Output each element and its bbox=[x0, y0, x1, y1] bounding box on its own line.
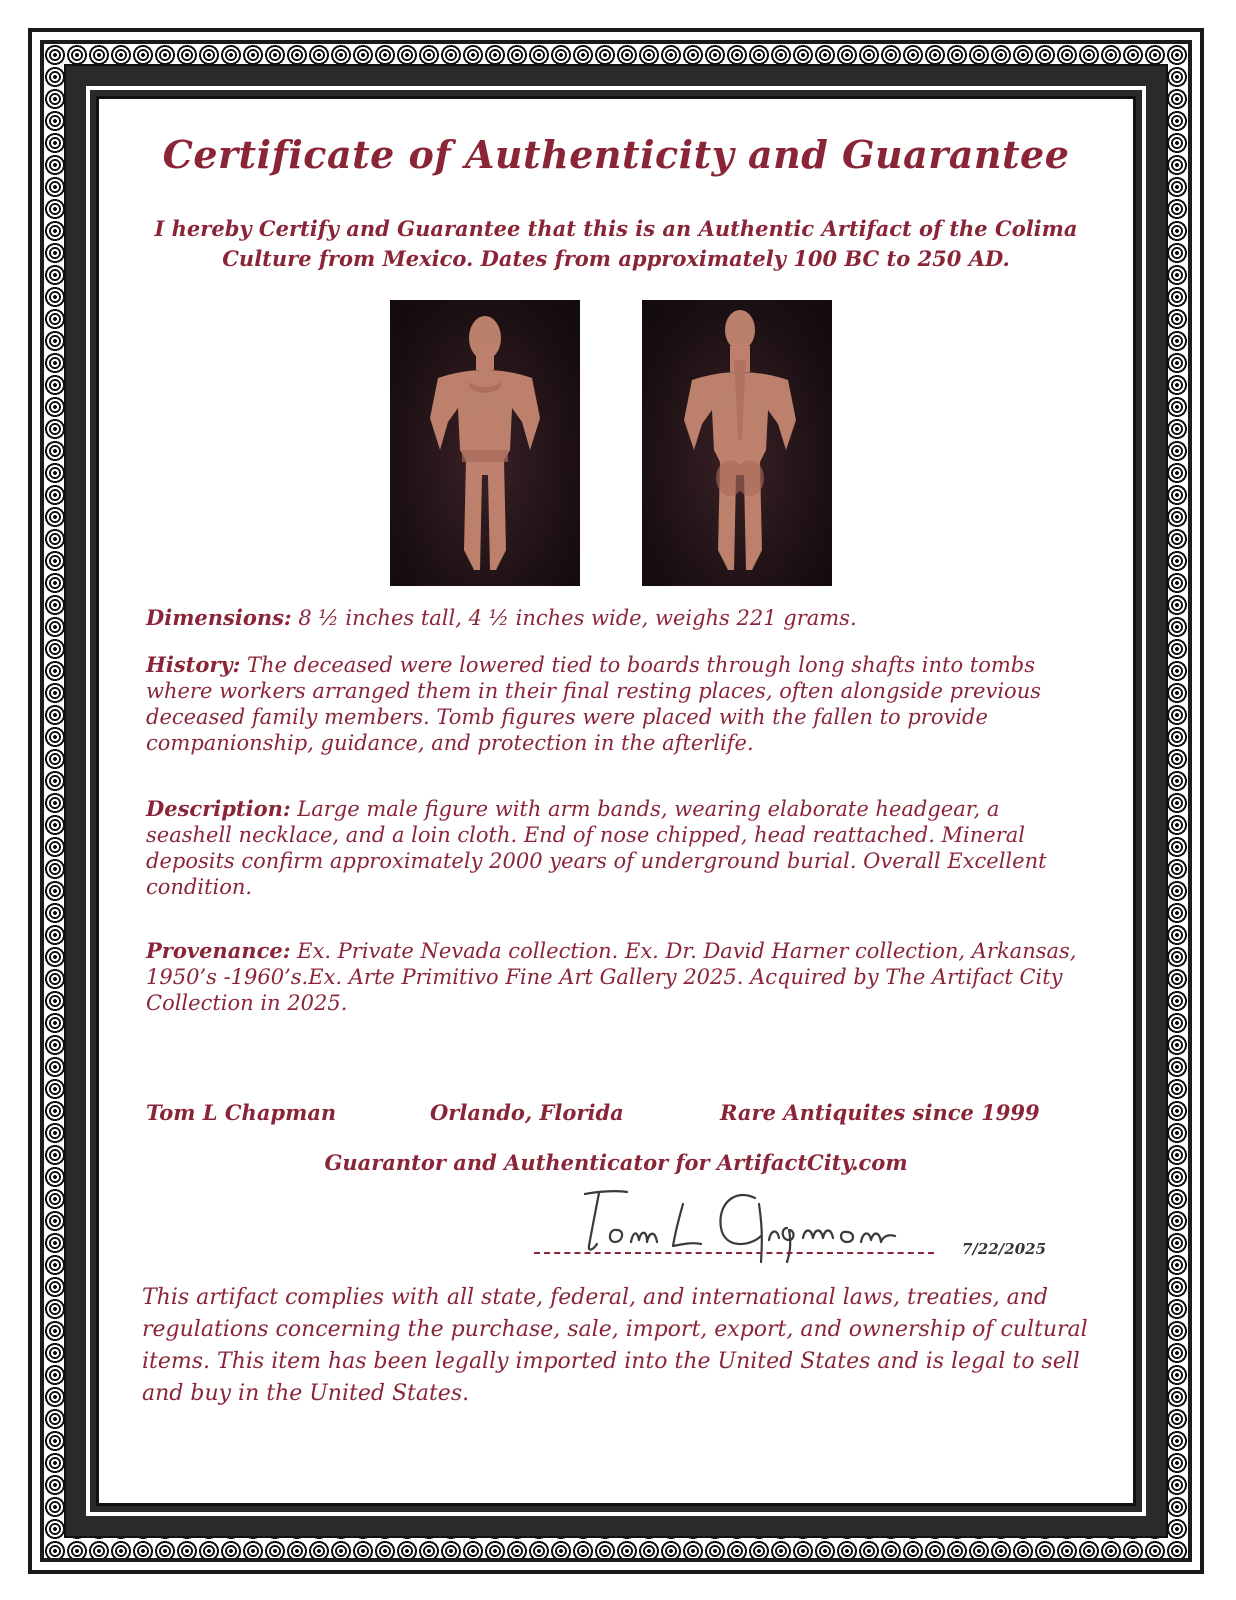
figure-front-illustration bbox=[390, 300, 580, 586]
certificate-title: Certificate of Authenticity and Guarantee bbox=[162, 132, 1070, 177]
signer-location: Orlando, Florida bbox=[430, 1100, 624, 1125]
provenance-label: Provenance: bbox=[146, 938, 291, 963]
dimensions-text: 8 ½ inches tall, 4 ½ inches wide, weighs 221 grams. bbox=[291, 606, 857, 630]
signature-line bbox=[534, 1252, 934, 1254]
provenance-text: Ex. Private Nevada collection. Ex. Dr. David Harner collection, Arkansas, 1950’s -1960’s.Ex. Arte Primitivo Fine Art Gallery 2025. Acquired by The Artifact City Collection in 2025. bbox=[146, 939, 1077, 1015]
history-paragraph bbox=[146, 652, 1086, 756]
artifact-front-photo bbox=[390, 300, 580, 586]
guarantor-line: Guarantor and Authenticator for ArtifactCity.com bbox=[324, 1150, 908, 1175]
artifact-back-photo bbox=[642, 300, 832, 586]
description-paragraph bbox=[146, 796, 1086, 900]
history-text: The deceased were lowered tied to boards through long shafts into tombs where workers arranged them in their final resting places, often alongside previous deceased family members. Tomb figures were placed with the fallen to provide companionship, guidance, and protection in the afterlife. bbox=[146, 653, 1042, 755]
dimensions-label: Dimensions: bbox=[146, 605, 292, 630]
signature-date: 7/22/2025 bbox=[962, 1240, 1047, 1258]
dimensions-paragraph bbox=[146, 605, 1086, 631]
signer-since: Rare Antiquites since 1999 bbox=[720, 1100, 1040, 1125]
figure-back-illustration bbox=[642, 300, 832, 586]
description-label: Description: bbox=[146, 796, 291, 821]
compliance-statement: This artifact complies with all state, federal, and international laws, treaties, and regulations concerning the purchase, sale, import, export, and ownership of cultural items. This item has been legally imported into the United States and is legal to sell and buy in the United States. bbox=[142, 1285, 1088, 1406]
intro-statement: I hereby Certify and Guarantee that this is an Authentic Artifact of the Colima Culture from Mexico. Dates from approximately 100 BC to 250 AD. bbox=[154, 216, 1078, 271]
history-label: History: bbox=[146, 652, 241, 677]
description-text: Large male figure with arm bands, wearing elaborate headgear, a seashell necklace, and a loin cloth. End of nose chipped, head reattached. Mineral deposits confirm approximately 2000 years of underground burial. Overall Excellent condition. bbox=[146, 797, 1047, 899]
provenance-paragraph bbox=[146, 938, 1086, 1016]
signer-name: Tom L Chapman bbox=[146, 1100, 337, 1125]
